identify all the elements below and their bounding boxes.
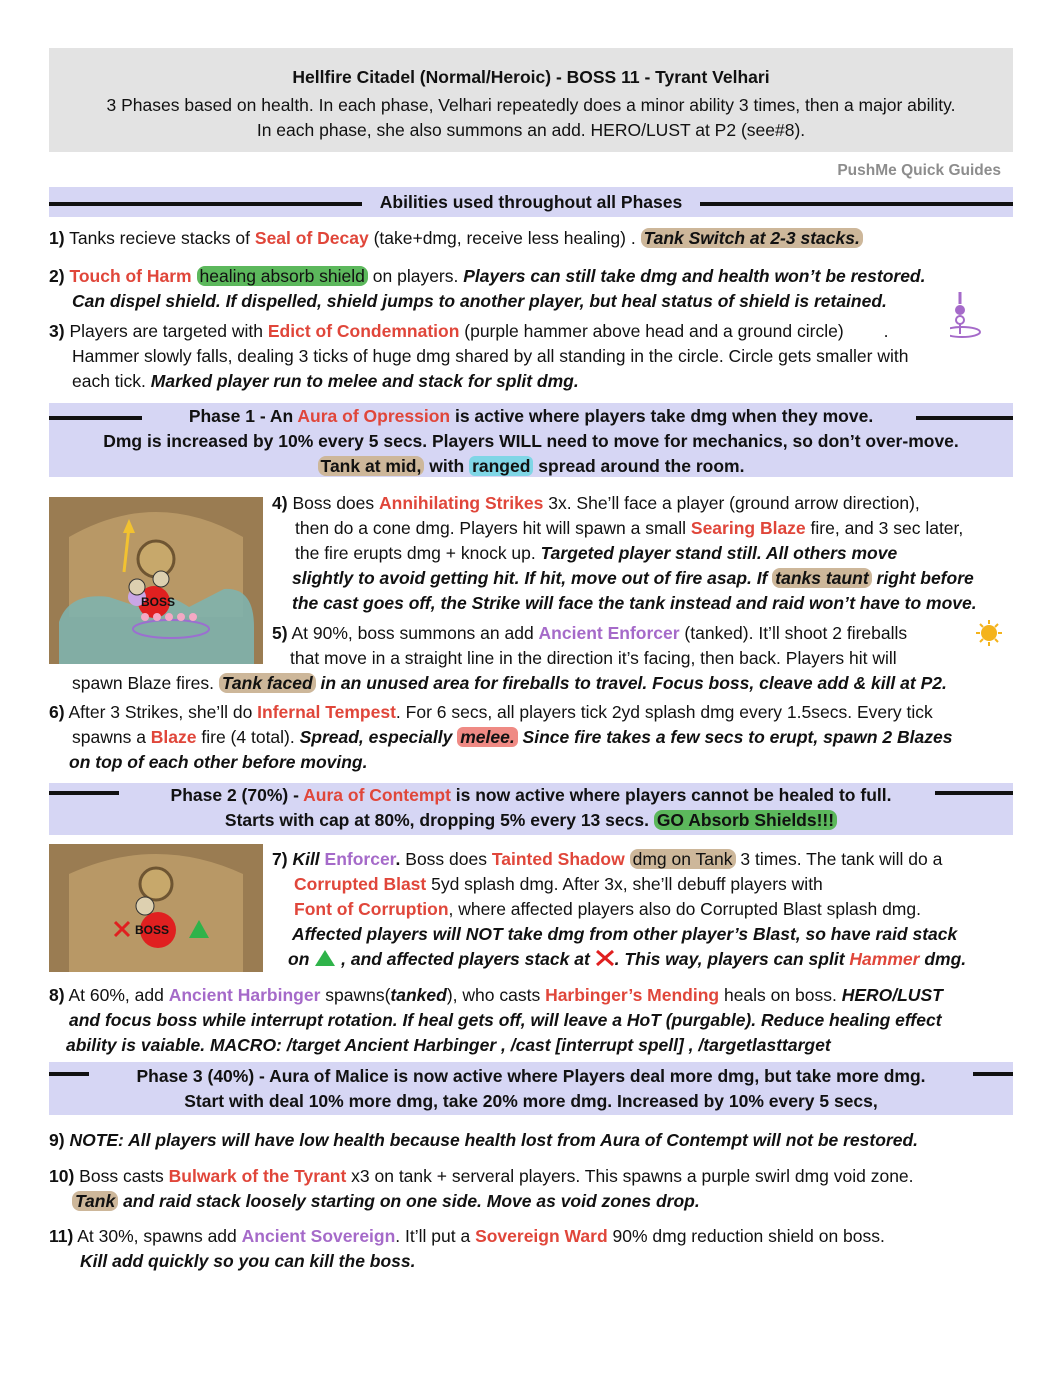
phase-2-map-diagram <box>49 844 263 972</box>
section-phase-2 <box>49 783 1013 835</box>
item-8-line-3: ability is vaiable. MACRO: /target Ancient Harbinger , /cast [interrupt spell] , /targetlasttarget <box>66 1035 831 1055</box>
item-7: 7) Kill Enforcer. Boss does Tainted Shadow dmg on Tank 3 times. The tank will do a <box>272 849 943 869</box>
red-x-icon <box>595 949 615 967</box>
item-4-line-2: then do a cone dmg. Players hit will spawn a small Searing Blaze fire, and 3 sec later, <box>295 518 964 538</box>
item-3: 3) Players are targeted with Edict of Condemnation (purple hammer above head and a ground circle) . <box>49 321 889 341</box>
fireball-icon <box>975 620 1003 646</box>
item-6-line-3: on top of each other before moving. <box>69 752 368 772</box>
item-4: 4) Boss does Annihilating Strikes 3x. She’ll face a player (ground arrow direction), <box>272 493 920 513</box>
item-4-line-3: the fire erupts dmg + knock up. Targeted player stand still. All others move <box>295 543 898 563</box>
section-phase-1 <box>49 403 1013 477</box>
section-all-phases <box>49 187 1013 217</box>
section-phase-3 <box>49 1062 1013 1115</box>
item-7-line-2: Corrupted Blast 5yd splash dmg. After 3x, she’ll debuff players with <box>294 874 823 894</box>
item-11-line-2: Kill add quickly so you can kill the boss. <box>80 1251 416 1271</box>
credit-label: PushMe Quick Guides <box>837 162 1001 179</box>
guide-intro-line-2: In each phase, she also summons an add. HERO/LUST at P2 (see#8). <box>256 120 806 140</box>
item-3-line-3: each tick. Marked player run to melee and stack for split dmg. <box>72 371 579 391</box>
item-5-line-3: spawn Blaze fires. Tank faced in an unused area for fireballs to travel. Focus boss, cleave add & kill at P2. <box>72 673 947 693</box>
item-4-line-5: the cast goes off, the Strike will face the tank instead and raid won’t have to move. <box>292 593 977 613</box>
phase-1-line-3: Tank at mid, with ranged spread around the room. <box>49 454 1013 479</box>
phase-2-map-image <box>49 844 263 972</box>
item-7-line-4: Affected players will NOT take dmg from other player’s Blast, so have raid stack <box>292 924 958 944</box>
item-7-line-3: Font of Corruption, where affected players also do Corrupted Blast splash dmg. <box>294 899 921 919</box>
map1-boss-label: BOSS <box>141 595 176 609</box>
phase-3-line-2: Start with deal 10% more dmg, take 20% more dmg. Increased by 10% every 5 secs, <box>184 1091 878 1111</box>
guide-intro-line-1: 3 Phases based on health. In each phase, Velhari repeatedly does a minor ability 3 times, then a major ability. <box>106 95 956 115</box>
item-5-line-2: that move in a straight line in the direction it’s facing, then back. Players hit will <box>290 648 897 668</box>
map2-boss-label: BOSS <box>135 923 170 937</box>
item-3-line-2: Hammer slowly falls, dealing 3 ticks of huge dmg shared by all standing in the circle. Circle gets smaller with <box>72 346 909 366</box>
item-2: 2) Touch of Harm healing absorb shield on players. Players can still take dmg and health won’t be restored. <box>49 266 926 286</box>
item-7-line-5: on , and affected players stack at . This way, players can split Hammer dmg. <box>288 949 967 969</box>
item-5: 5) At 90%, boss summons an add Ancient Enforcer (tanked). It’ll shoot 2 fireballs <box>272 623 908 643</box>
item-10-line-2: Tank and raid stack loosely starting on one side. Move as void zones drop. <box>72 1189 700 1214</box>
item-2-line-2: Can dispel shield. If dispelled, shield jumps to another player, but heal status of shield is retained. <box>72 291 887 311</box>
phase-1-line-1: Phase 1 - An Aura of Opression is active where players take dmg when they move. <box>188 406 874 426</box>
item-8-line-2: and focus boss while interrupt rotation. If heal gets off, will leave a HoT (purgable). Reduce healing effect <box>69 1010 942 1030</box>
phase-2-line-2: Starts with cap at 80%, dropping 5% every 13 secs. GO Absorb Shields!!! <box>49 808 1013 833</box>
item-6-line-2: spawns a Blaze fire (4 total). Spread, especially melee. Since fire takes a few secs to erupt, spawn 2 Blazes <box>72 727 953 747</box>
guide-header <box>49 48 1013 152</box>
hammer-circle-icon <box>950 288 990 340</box>
item-6: 6) After 3 Strikes, she’ll do Infernal Tempest. For 6 secs, all players tick 2yd splash dmg every 1.5secs. Every tick <box>49 702 933 722</box>
guide-title: Hellfire Citadel (Normal/Heroic) - BOSS 11 - Tyrant Velhari <box>292 67 770 87</box>
item-1: 1) Tanks recieve stacks of Seal of Decay (take+dmg, receive less healing) . Tank Switch at 2-3 stacks. <box>49 226 863 251</box>
phase-1-map-image <box>49 497 263 664</box>
phase-1-map-diagram <box>49 497 263 664</box>
item-4-line-4: slightly to avoid getting hit. If hit, move out of fire asap. If tanks taunt right before <box>292 568 974 588</box>
item-8: 8) At 60%, add Ancient Harbinger spawns(tanked), who casts Harbinger’s Mending heals on boss. HERO/LUST <box>49 985 943 1005</box>
item-10: 10) Boss casts Bulwark of the Tyrant x3 on tank + serveral players. This spawns a purple swirl dmg void zone. <box>49 1166 914 1186</box>
phase-2-line-1: Phase 2 (70%) - Aura of Contempt is now active where players cannot be healed to full. <box>170 785 892 805</box>
item-11: 11) At 30%, spawns add Ancient Sovereign. It’ll put a Sovereign Ward 90% dmg reduction shield on boss. <box>49 1226 885 1246</box>
item-9: 9) NOTE: All players will have low health because health lost from Aura of Contempt will not be restored. <box>49 1130 919 1150</box>
phase-1-line-2: Dmg is increased by 10% every 5 secs. Players WILL need to move for mechanics, so don’t over-move. <box>103 431 959 451</box>
section-all-phases-title: Abilities used throughout all Phases <box>379 192 683 212</box>
green-triangle-icon <box>314 949 336 967</box>
phase-3-line-1: Phase 3 (40%) - Aura of Malice is now active where Players deal more dmg, but take more dmg. <box>136 1066 926 1086</box>
